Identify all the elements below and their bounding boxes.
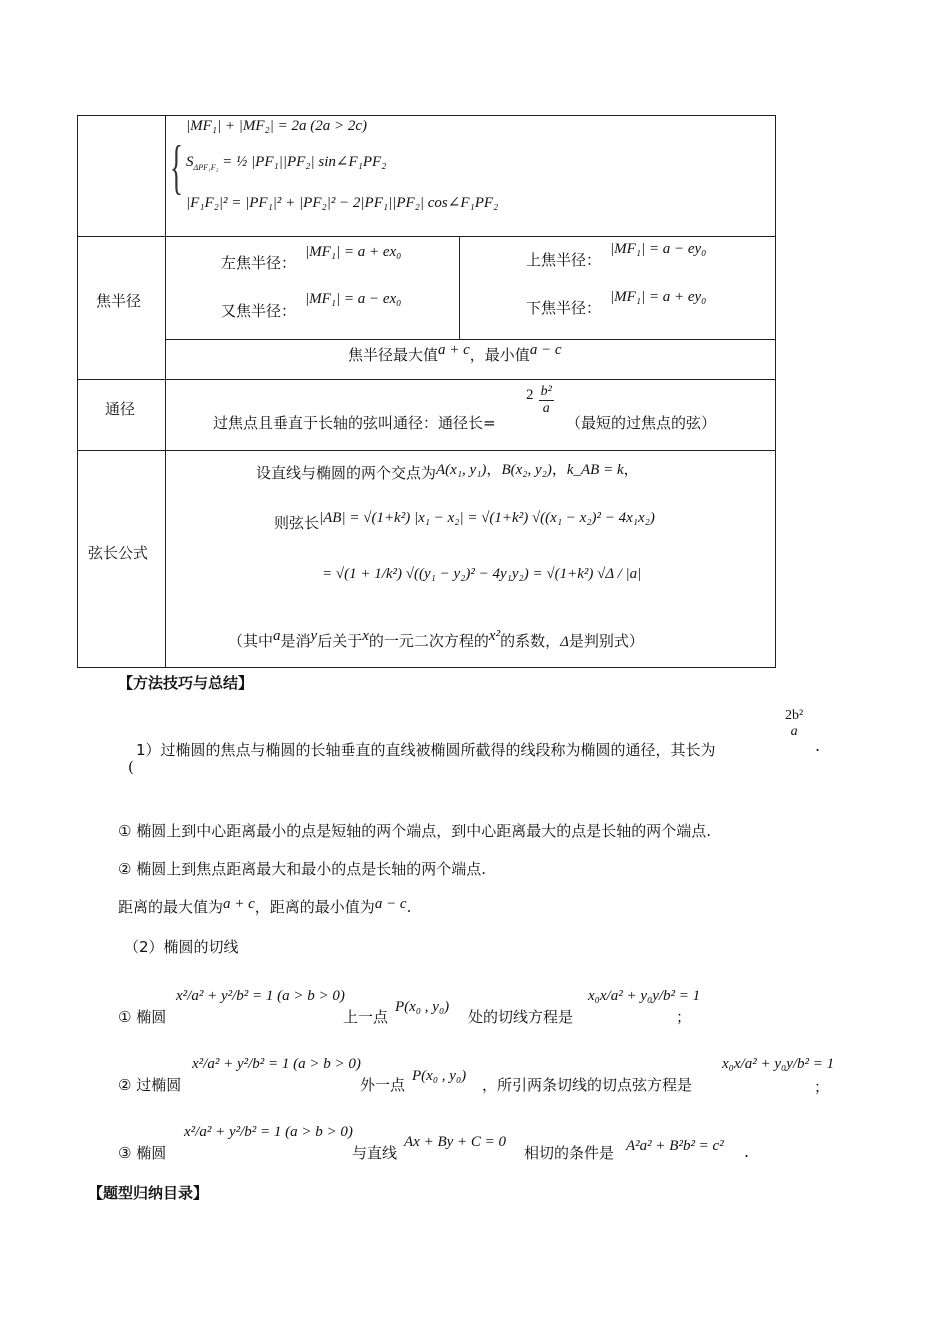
tangent-item-3-line: Ax + By + C = 0 xyxy=(404,1134,507,1150)
tangent-heading: （2）椭圆的切线 xyxy=(124,938,239,956)
table-border xyxy=(77,115,776,116)
methods-heading: 【方法技巧与总结】 xyxy=(118,674,254,692)
chord-intro-line xyxy=(256,458,639,482)
latus-fraction xyxy=(783,708,805,740)
latus-rectum-text: 过焦点且垂直于长轴的弦叫通径：通径长= xyxy=(213,414,496,432)
lower-focal-radius-label: 下焦半径： xyxy=(526,299,602,317)
latus-den: a xyxy=(790,724,798,739)
tangent-item-3-text: 相切的条件是 xyxy=(524,1144,615,1162)
latus-rectum-note: （最短的过焦点的弦） xyxy=(566,414,717,432)
note-symbol: a xyxy=(273,628,281,644)
right-focal-radius-label: 又焦半径： xyxy=(221,302,297,320)
latus-coef: 2 xyxy=(526,387,534,403)
note-symbol: x² xyxy=(488,628,501,644)
area-subscript: ΔPF₁F₂ xyxy=(193,163,219,172)
latus-num: 2b² xyxy=(785,708,804,723)
table-border xyxy=(77,115,78,668)
table-border xyxy=(77,450,776,451)
chord-formula-prefix: 则弦长 xyxy=(274,514,320,532)
latus-rectum-formula xyxy=(526,384,554,417)
right-focal-radius-formula: |MF₁| = a − ex₀ xyxy=(305,291,402,307)
brace: { xyxy=(170,134,183,200)
area-symbol: S xyxy=(186,154,194,170)
note-text: 的系数， xyxy=(500,632,561,650)
upper-focal-radius-formula: |MF₁| = a − ey₀ xyxy=(610,241,707,257)
point-a: A(x₁, y₁) xyxy=(436,462,487,478)
property-item-1: ① 椭圆上到中心距离最小的点是短轴的两个端点，到中心距离最大的点是长轴的两个端点. xyxy=(118,822,711,840)
extreme-text: ，最小值 xyxy=(469,346,530,364)
note-symbol: y xyxy=(310,628,318,644)
tangent-item-1-text: 处的切线方程是 xyxy=(468,1008,574,1026)
note-text: 是消 xyxy=(280,632,311,650)
tangent-item-3-end: . xyxy=(744,1142,750,1161)
latus-den: a xyxy=(542,401,550,416)
tangent-item-2-equation: x₀x/a² + y₀y/b² = 1 xyxy=(722,1056,835,1072)
table-border xyxy=(165,339,776,340)
slope: k_AB = k xyxy=(566,462,624,478)
latus-paragraph-paren: ( xyxy=(128,758,134,776)
chord-formula-line2: = √(1 + 1/k²) √((y₁ − y₂)² − 4y₁y₂) = √(1+k²) √Δ / |a| xyxy=(322,566,642,582)
extreme-text: 焦半径最大值 xyxy=(348,346,439,364)
tangent-item-2-point: P(x₀ , y₀) xyxy=(412,1068,467,1084)
left-focal-radius-label: 左焦半径： xyxy=(221,254,297,272)
latus-paragraph-fraction xyxy=(783,708,805,740)
table-border xyxy=(775,115,776,668)
note-symbol: x xyxy=(362,628,369,644)
catalog-heading: 【题型归纳目录】 xyxy=(88,1184,209,1202)
distance-max: a + c xyxy=(223,896,255,912)
chord-intro-text: 设直线与椭圆的两个交点为 xyxy=(256,464,437,482)
area-rhs: = ½ |PF₁||PF₂| sin∠F₁PF₂ xyxy=(222,154,387,170)
focal-triangle-area-formula xyxy=(186,152,386,172)
tangent-item-1-end: ； xyxy=(676,1008,692,1026)
latus-paragraph: 1）过椭圆的焦点与椭圆的长轴垂直的直线被椭圆所截得的线段称为椭圆的通径，其长为 xyxy=(136,741,716,759)
tangent-item-1-prefix: ① 椭圆 xyxy=(118,1008,167,1026)
separator: ， xyxy=(486,460,502,478)
focal-radius-label: 焦半径 xyxy=(96,292,142,310)
tangent-item-1-point: P(x₀ , y₀) xyxy=(395,999,450,1015)
tangent-item-2-end: ； xyxy=(814,1078,830,1096)
tangent-item-3-mid: 与直线 xyxy=(352,1144,398,1162)
table-border xyxy=(77,667,776,668)
property-item-2: ② 椭圆上到焦点距离最大和最小的点是长轴的两个端点. xyxy=(118,860,486,878)
tangent-item-1-equation: x₀x/a² + y₀y/b² = 1 xyxy=(588,988,701,1004)
left-focal-radius-formula: |MF₁| = a + ex₀ xyxy=(305,244,402,260)
note-text: （其中 xyxy=(228,632,274,650)
latus-rectum-label: 通径 xyxy=(105,400,136,418)
chord-formula-x: |AB| = √(1+k²) |x₁ − x₂| = √(1+k²) √((x₁ − x₂)² − 4x₁x₂) xyxy=(319,510,655,526)
note-symbol: Δ xyxy=(560,634,569,650)
table-border xyxy=(77,379,776,380)
table-border xyxy=(459,236,460,340)
note-text: 的一元二次方程的 xyxy=(368,632,489,650)
distance-text: ，距离的最小值为 xyxy=(254,898,375,916)
distance-min: a − c xyxy=(374,896,407,912)
table-border xyxy=(165,115,166,668)
focal-radius-extremes xyxy=(348,344,562,365)
tangent-item-2-mid: 外一点 xyxy=(360,1076,406,1094)
distance-extremes xyxy=(118,896,411,917)
tangent-item-3-ellipse: x²/a² + y²/b² = 1 (a > b > 0) xyxy=(184,1124,353,1140)
upper-focal-radius-label: 上焦半径： xyxy=(526,251,602,269)
tangent-item-3-condition: A²a² + B²b² = c² xyxy=(626,1138,724,1154)
lower-focal-radius-formula: |MF₁| = a + ey₀ xyxy=(610,289,707,305)
separator: ， xyxy=(623,460,639,478)
chord-length-label: 弦长公式 xyxy=(88,544,149,562)
latus-num: b² xyxy=(540,384,552,399)
ellipse-definition-formula: |MF₁| + |MF₂| = 2a (2a > 2c) xyxy=(186,118,368,134)
extreme-min: a − c xyxy=(529,342,562,358)
tangent-item-3-prefix: ③ 椭圆 xyxy=(118,1144,167,1162)
distance-text: 距离的最大值为 xyxy=(118,898,224,916)
note-text: 是判别式） xyxy=(568,632,644,650)
point-b: B(x₂, y₂) xyxy=(501,462,552,478)
table-border xyxy=(77,236,776,237)
tangent-item-1-mid: 上一点 xyxy=(343,1008,389,1026)
extreme-max: a + c xyxy=(438,342,470,358)
latus-paragraph-end: . xyxy=(815,736,821,755)
chord-formula-line1 xyxy=(274,506,655,532)
cosine-law-formula: |F₁F₂|² = |PF₁|² + |PF₂|² − 2|PF₁||PF₂| cos∠F₁PF₂ xyxy=(186,195,499,211)
tangent-item-2-prefix: ② 过椭圆 xyxy=(118,1076,182,1094)
chord-note xyxy=(228,630,644,651)
distance-text: . xyxy=(406,898,412,916)
note-text: 后关于 xyxy=(317,632,363,650)
tangent-item-2-ellipse: x²/a² + y²/b² = 1 (a > b > 0) xyxy=(192,1056,361,1072)
tangent-item-2-text: ，所引两条切线的切点弦方程是 xyxy=(482,1076,693,1094)
tangent-item-1-ellipse: x²/a² + y²/b² = 1 (a > b > 0) xyxy=(176,988,345,1004)
separator: ， xyxy=(551,460,567,478)
latus-fraction xyxy=(539,384,554,417)
